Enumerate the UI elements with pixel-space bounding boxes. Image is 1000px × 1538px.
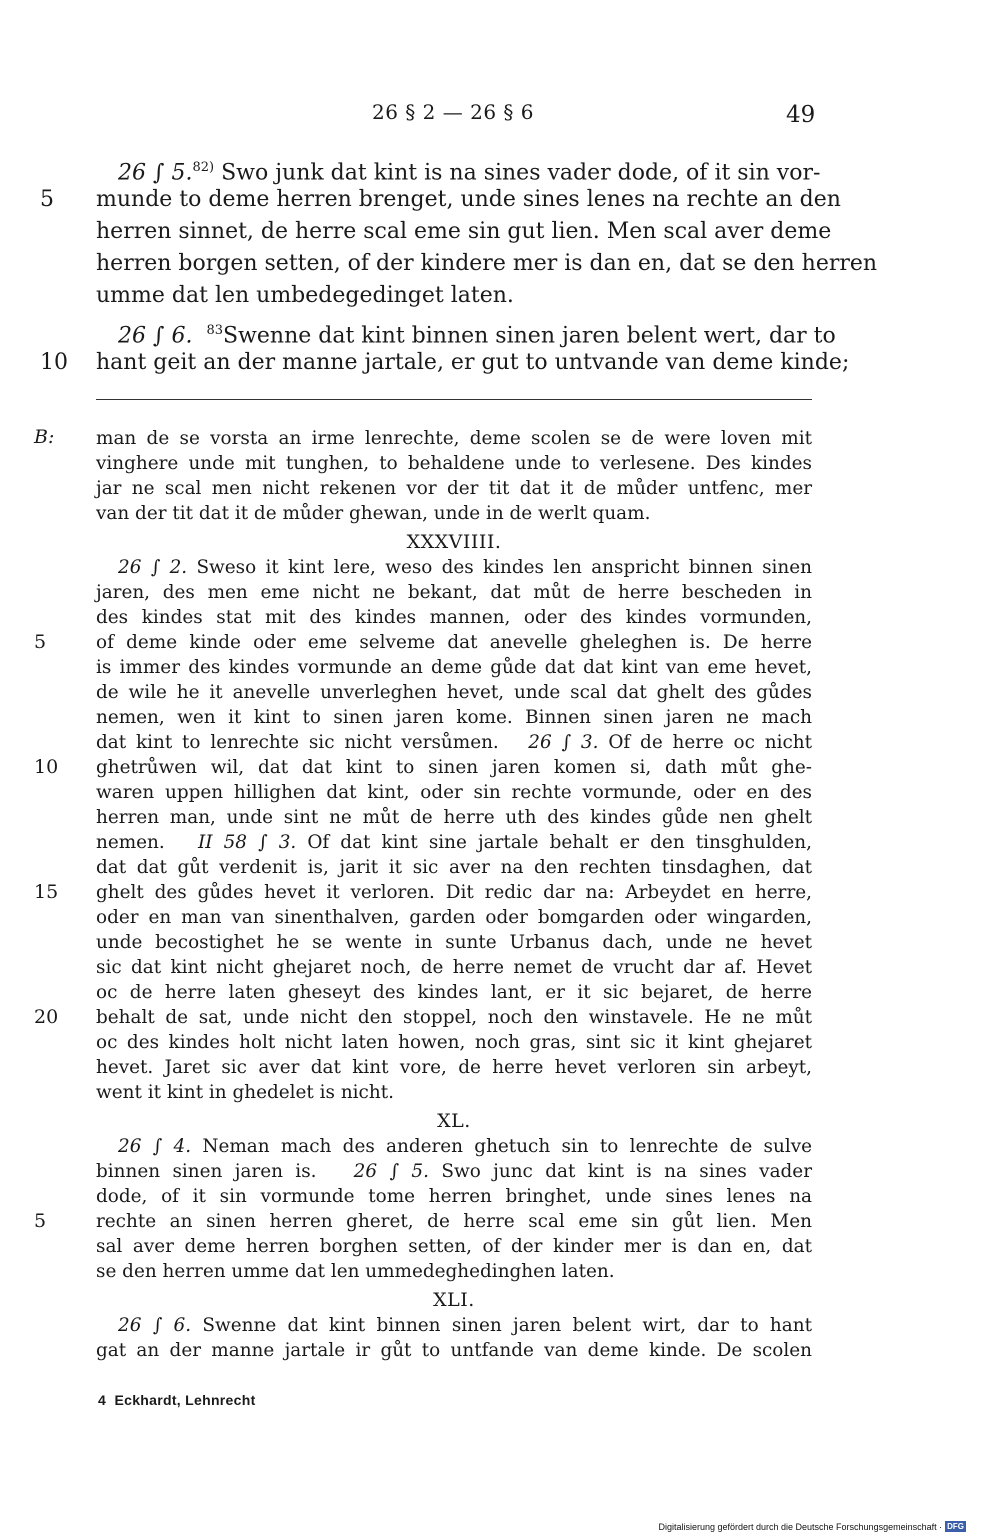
text-run: binnen sinen jaren is. [96,1161,317,1182]
text-line [96,930,812,955]
text-line [96,1055,812,1080]
text-run: vinghere unde mit tunghen, to behaldene unde to verlesene. Des kindes [96,453,812,474]
text-run: Sweso it kint lere, weso des kindes len anspricht binnen sinen [196,557,812,578]
text-line [96,605,812,630]
line-number: 5 [34,631,47,653]
text-line [34,1209,812,1234]
section-ref: 26 ∫ 6. [118,323,193,349]
text-line [96,805,812,830]
text-line [34,880,812,905]
text-run: van der tit dat it de můder ghewan, unde in de werlt quam. [96,503,651,524]
section-ref: 26 ∫ 6. [118,1315,192,1336]
line-number: 15 [34,881,59,903]
siglum: B: [34,426,55,448]
text-line [96,905,812,930]
text-run: man de se vorsta an irme lenrechte, deme scolen se de were loven mit [96,428,812,449]
text-line [96,855,812,880]
text-run: unde becostighet he se wente in sunte Urbanus dach, unde ne hevet [96,932,812,953]
text-run: rechte an sinen herren gheret, de herre scal eme sin gůt lien. Men [96,1211,812,1232]
digitization-credit [658,1521,966,1532]
text-line [96,1080,812,1105]
text-run: oder en man van sinenthalven, garden oder bomgarden oder wingarden, [96,907,812,928]
text-line [40,184,841,216]
text-run: oc de herre laten gheseyt des kindes lant, er it sic bejaret, de herre [96,982,812,1003]
section-ref: 26 ∫ 4. [118,1136,192,1157]
line-number: 20 [34,1006,59,1028]
text-line [96,248,878,280]
text-line [96,1159,812,1184]
version-b-text [34,426,813,1363]
text-line [96,1259,812,1284]
text-line [96,780,812,805]
text-run: oc des kindes holt nicht laten howen, noch gras, sint sic it kint ghejaret [96,1032,812,1053]
chapter-heading: XLI. [433,1289,475,1311]
text-run: is immer des kindes vormunde an deme gůde dat dat kint van eme hevet, [96,657,812,678]
text-line [96,1184,812,1209]
text-run: dode, of it sin vormunde tome herren bringhet, unde sines lenes na [96,1186,812,1207]
page-header [0,100,1000,132]
text-run: waren uppen hillighen dat kint, oder sin rechte vormunde, oder en des [96,782,812,803]
text-line [96,280,812,312]
text-run: ghelt des gůdes hevet it verloren. Dit redic dar na: Arbeydet en herre, [96,882,812,903]
text-line [96,1338,812,1363]
text-run: dat dat gůt verdenit is, jarit it sic aver na den rechten tinsdaghen, dat [96,857,812,878]
text-run: munde to deme herren brenget, unde sines lenes na rechte an den [96,187,841,212]
text-run: sic dat kint nicht ghejaret noch, de herre nemet de vrucht dar af. Hevet [96,957,812,978]
text-line [96,705,812,730]
text-run: nemen, wen it kint to sinen jaren kome. Binnen sinen jaren ne mach [96,707,812,728]
text-run: gat an der manne jartale ir gůt to untfande van deme kinde. De scolen [96,1340,812,1361]
footnote-marker: 83 [206,323,223,338]
text-run: herren man, unde sint ne můt de herre uth des kindes gůde nen ghelt [96,807,812,828]
text-line [96,655,812,680]
text-run: nemen. [96,832,165,853]
credit-text: Digitalisierung gefördert durch die Deutsche Forschungsgemeinschaft · [658,1521,943,1532]
line-number: 5 [34,1210,47,1232]
text-run: se den herren umme dat len ummedeghedinghen laten. [96,1261,615,1282]
text-line [96,980,812,1005]
text-run: jar ne scal men nicht rekenen vor der tit dat it de můder untfenc, mer [96,478,812,499]
text-line [96,501,812,526]
dfg-logo: DFG [947,1522,964,1531]
section-ref: 26 ∫ 3. [528,732,599,753]
text-line [96,830,812,855]
text-run: Swenne dat kint binnen sinen jaren belent wert, dar to [222,323,836,349]
text-line [34,755,812,780]
text-run: Swenne dat kint binnen sinen jaren belent wirt, dar to hant [202,1315,812,1336]
text-line [96,315,836,349]
text-line [96,1313,812,1338]
text-run: sal aver deme herren borghen setten, of der kinder mer is dan en, dat [96,1236,812,1257]
line-number: 5 [40,187,54,212]
text-line [34,1005,812,1030]
chapter-heading: XL. [437,1110,471,1132]
text-line [96,451,812,476]
text-line [96,1134,812,1159]
text-run: umme dat len umbedegedinget laten. [96,283,514,308]
section-ref: 26 ∫ 2. [118,557,188,578]
footnote-marker: 82) [192,160,215,175]
text-run: went it kint in ghedelet is nicht. [96,1082,394,1103]
text-run: Swo junc dat kint is na sines vader [441,1161,812,1182]
main-text [40,152,878,379]
text-line [96,555,812,580]
text-line [96,152,821,186]
line-number: 10 [40,350,68,375]
text-run: herren sinnet, de herre scal eme sin gut lien. Men scal aver deme [96,219,832,244]
text-run: Of dat kint sine jartale behalt er den tinsghulden, [307,832,812,853]
text-line [96,680,812,705]
text-run: des kindes stat mit des kindes mannen, oder des kindes vormunden, [96,607,812,628]
text-run: hevet. Jaret sic aver dat kint vore, de herre hevet verloren sin arbeyt, [96,1057,812,1078]
text-run: jaren, des men eme nicht ne bekant, dat můt de herre bescheden in [96,582,812,603]
text-line [96,580,812,605]
text-line [96,216,832,248]
section-ref: II 58 ∫ 3. [197,832,297,853]
text-run: Swo junk dat kint is na sines vader dode, of it sin vor- [221,160,821,186]
section-ref: 26 ∫ 5. [353,1161,429,1182]
text-line [40,347,850,379]
section-ref: 26 ∫ 5. [118,160,193,186]
text-line [96,955,812,980]
running-head: 26 § 2 — 26 § 6 [372,100,534,124]
text-run: dat kint to lenrechte sic nicht versůmen. [96,732,499,753]
text-run: hant geit an der manne jartale, er gut to untvande van deme kinde; [96,350,850,375]
text-run: de wile he it anevelle unverleghen hevet, unde scal dat ghelt des gůdes [96,682,812,703]
text-run: of deme kinde oder eme selveme dat anevelle gheleghen is. De herre [96,632,812,653]
printer-signature: 4 Eckhardt, Lehnrecht [98,1392,256,1408]
text-line [34,630,812,655]
text-line [96,1030,812,1055]
text-line [96,426,812,451]
text-run: Of de herre oc nicht [608,732,813,753]
chapter-heading: XXXVIIII. [406,531,502,553]
page-number: 49 [786,102,816,128]
text-run: herren borgen setten, of der kindere mer is dan en, dat se den herren [96,251,878,276]
text-run: Neman mach des anderen ghetuch sin to lenrechte de sulve [202,1136,812,1157]
text-line [96,476,812,501]
line-number: 10 [34,756,59,778]
text-line [96,730,812,755]
text-line [96,1234,812,1259]
text-run: ghetrůwen wil, dat dat kint to sinen jaren komen si, dath můt ghe- [96,757,812,778]
text-run: behalt de sat, unde nicht den stoppel, noch den winstavele. He ne můt [96,1007,812,1028]
separator-rule [96,399,812,400]
